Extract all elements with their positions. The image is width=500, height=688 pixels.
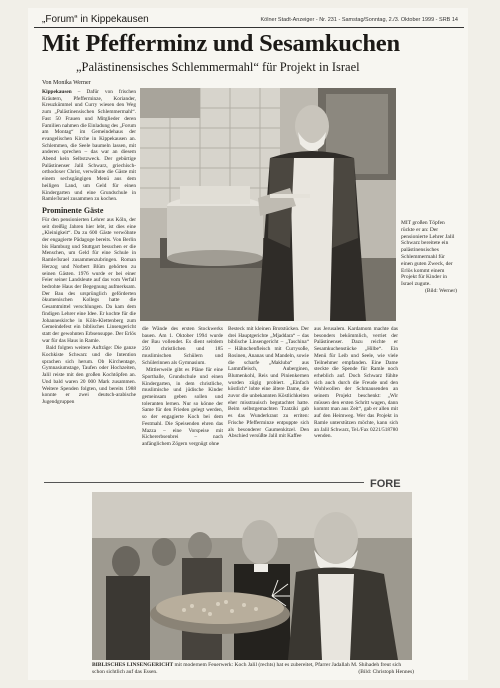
photo-cook-image	[140, 88, 396, 321]
page-header	[34, 12, 464, 28]
paragraph: Mittlerweile gibt es Pläne für eine Sporthalle, Grundschule und einen Kindergarten, in dem christliche, muslimische und jüdische Kinder gemeinsam geben sollen und toleranten lernen. Nur so könne der Same für den Frieden gelegt werden, so der engagierte Koch bei dem Festmahl. Die Speisenden ehren das Mazza – eine Vorspeise mit Kichererbsenbrei – nach anfänglichem Zögern vergnügt ohne	[142, 367, 223, 447]
article-column-4	[314, 326, 398, 474]
cut-off-headline: FORE	[370, 478, 401, 490]
section-heading: Prominente Gäste	[42, 205, 104, 215]
photo-group-image	[92, 492, 412, 660]
photo-lentil-dish	[92, 492, 412, 660]
article-headline: Mit Pfefferminz und Sesamkuchen	[42, 30, 400, 57]
paragraph: – Dafür von frischen Kräutern, Pfefferminze, Koriander, Kreuzkümmel und Curry wiesen den Weg zum „Palästinensischen Schlemmermahl“. Fast 50 Frauen und Mitglieder deren Familien nahmen die Einladung des „Forum am Montag“ im Gemeindehaus der evangelischen Kirche in Kippekausen an. Schlemmen, die Seele baumeln lassen, mit anderen sprechen – das war an diesem Abend kein Selbstzweck. Der gebürtige Palästinenser Jalil Schwarz, griechisch-orthodoxer Christ, verwöhnte die Gäste mit einem sechsgängigen Menü aus dem heiligen Land, um Geld für einen Kindergarten und eine Grundschule in Ramle/Israel zusammen zu kochen.	[42, 89, 136, 203]
article-byline: Von Monika Werner	[42, 80, 91, 86]
photo-top-caption	[401, 220, 457, 295]
photo-bottom-caption	[92, 662, 414, 675]
photo-credit: (Bild: Werner)	[425, 287, 457, 294]
dateline: Kippekausen	[42, 89, 72, 95]
paragraph: Für den pensionierten Lehrer aus Köln, der seit dreißig Jahren hier lebt, ist dies eine „Kleinigkeit“. Da zu 600 Gäste verwöhnte der engagierte Pädagoge bereits. Von Berlin bis Hamburg und Stuttgart besuchen er die Menschen, um Geld für eine Schule in Ramle/Israel zusammenzubringen. Roman Herzog und Norbert Blüm gehörten zu seinen Gästen. 1976 wurde er bei einer Feier seiner Landsleute auf das vom Verfall bedrohte Haus der Begegnung aufmerksam. Der Bau des ursprünglich geförderten ökumenischen Kollegs hatte die Gesamtmittel verschlungen. Da kam dem findigen Lehrer eine Idee. Er kochte für die Johanneskirche in Köln-Klettenberg zum Gemeindefest ein biblisches Linsengericht statt der gewohnten Erbsensuppe. Der Erlös war für das Haus in Ramle.	[42, 216, 136, 344]
photo-credit: (Bild: Christoph Hennes)	[358, 668, 414, 675]
section-rubric: „Forum“ in Kippekausen	[42, 14, 149, 25]
publication-info: Kölner Stadt-Anzeiger - Nr. 231 - Samstag/Sonntag, 2./3. Oktober 1999 - SRB 14	[260, 17, 458, 23]
photo-cook-with-pot	[140, 88, 396, 321]
article-column-1	[42, 89, 136, 482]
newspaper-clipping	[28, 8, 468, 680]
article-subheadline: „Palästinensisches Schlemmermahl“ für Projekt in Israel	[76, 60, 360, 74]
paragraph: aus Jerusalem. Kardamom machte das besonders bekömmlich, verriet der Palästinenser. Dazu reichte er Sesamkuchenstücke „Hilbe“. Ein Menü für Leib und Seele, wie viele Teilnehmer empfanden. Eine Dame steckte die Spende für Ramle noch erheblich auf. Doch Schwarz fühlte sich auch durch die Freude und den Wohlwollen der Schmausenden an seinem Projekt beschenkt: „Wir müssen den ersten Schritt wagen, dann kommt man aus Zeit“, gab er allen mit auf den Heimweg. Wer das Projekt in Ramle unterstützen möchte, kann sich an Jalil Schwarz, Tel./Fax 0221/518780 wenden.	[314, 326, 398, 440]
paragraph: die Wände des ersten Stockwerks bauen. Am 1. Oktober 1994 wurde der Bau vollendet. Es dient seitdem 250 christlichen und 185 muslimischen Schülern und Schülerinnen als Gymnasium.	[142, 326, 223, 366]
article-column-3	[228, 326, 309, 474]
paragraph: Besteck mit kleinen Brotstücken. Der drei Hauptgerichte „Mjaddara“ – das biblische Linsengericht – „Taschina“ – Hähnchenfleisch mit Currysoße, Rosinen, Ananas und Mandeln, sowie die scharfe „Makluba“ aus Lammfleisch, Auberginen, Blumenkohl, Reis und Pinienkernen wurden zügig probiert. „Einfach köstlich“ lobte eine ältere Dame, die zuvor die unbekannten Köstlichkeiten eher misstrauisch begutachtet hatte. Beim selbstgemachten Tzatziki gab es das Wunderkraut zu erriten: Frische Pfefferminze entpuppte sich als besonderer Gaumenkitzel. Den Abschied versüßte Jalil mit Kaffee	[228, 326, 309, 440]
caption-text: mit modernem Feuerwerk: Koch Jalil (rechts) hat es zubereitet, Pfarrer Jadallah M. Shihadeh freut sich schon sichtlich auf das Essen.	[92, 662, 402, 675]
paragraph: Bald folgten weitere Aufträge: Die ganze Kochkiste Schwarz und die Intention sprachen sich herum. Ob Kirchentage, Gymnasiumstage, Taufen oder Hochzeiten, Jalil reiste mit den großen Kochtöpfen an. Und bald waren 20 000 Mark zusammen. Weitere Spenden folgten, und bereits 1988 konnte er zwei deutsch-arabische Jugendgruppen	[42, 345, 136, 405]
section-divider	[44, 482, 364, 483]
caption-lead: BIBLISCHES LINSENGERICHT	[92, 662, 174, 668]
caption-text: MIT großen Töpfen rückte er an: Der pensionierte Lehrer Jalil Schwarz bereitete ein palästinensisches Schlemmermahl für einen guten Zweck, der Erlös kommt einem Projekt für Kinder in Israel zugute.	[401, 220, 455, 288]
article-column-2	[142, 326, 223, 474]
